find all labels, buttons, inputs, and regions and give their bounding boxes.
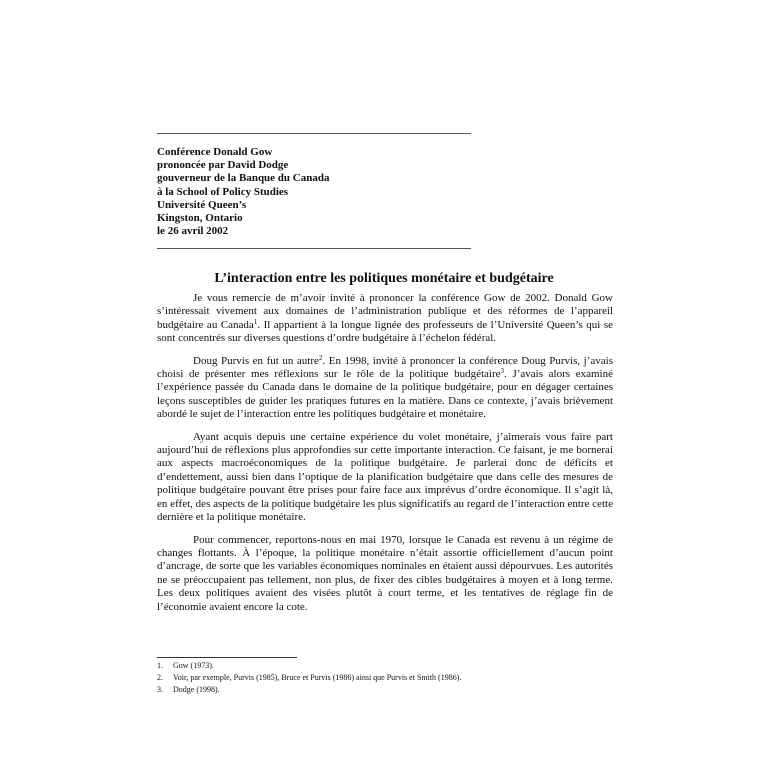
- paragraph-2-part-a: Doug Purvis en fut un autre: [193, 354, 319, 367]
- footnote-number: 2.: [157, 673, 163, 682]
- footnote-number: 1.: [157, 661, 163, 670]
- footnote-ref-3[interactable]: 3: [500, 367, 505, 376]
- footnote-ref-1[interactable]: 1: [253, 317, 258, 326]
- paragraph-2-part-b: . En 1998, invité à prononcer la conférence Doug Purvis, j’avais choisi de présenter mes réflexions sur le rôle de la politique budgétaire: [157, 354, 613, 381]
- footnote-3: [157, 684, 627, 696]
- header-line-date: le 26 avril 2002: [157, 225, 229, 238]
- header-line-location: Kingston, Ontario: [157, 212, 243, 225]
- speech-header: [157, 146, 497, 238]
- document-title: L’interaction entre les politiques monétaire et budgétaire: [214, 271, 554, 286]
- paragraph-2-part-c: . J’avais alors examiné l’expérience passée du Canada dans le domaine de la politique budgétaire, pour en dégager certaines leçons susceptibles de guider les pratiques futures en la matière. Dans ce contexte, j’avais brièvement abordé le sujet de l’interaction entre les politiques budgétaire et monétaire.: [157, 368, 613, 421]
- footnotes: [157, 660, 627, 696]
- footnote-2: [157, 672, 627, 684]
- footnote-text: Gow (1973).: [173, 661, 214, 670]
- header-line-university: Université Queen’s: [157, 198, 247, 211]
- header-line-venue: à la School of Policy Studies: [157, 185, 289, 198]
- paragraph-1-part-b: . Il appartient à la longue lignée des professeurs de l’Université Queen’s qui se sont concentrés sur diverses questions d’ordre budgétaire à l’échelon fédéral.: [157, 318, 613, 345]
- paragraph-3: Ayant acquis depuis une certaine expérience du volet monétaire, j’aimerais vous faire part aujourd’hui de réflexions plus approfondies sur cette importante interaction. Ce faisant, je me bornerai aux aspects macroéconomiques de la politique budgétaire. Je parlerai donc de déficits et d’endettement, aussi bien dans l’optique de la planification budgétaire que dans celle des mesures de politique budgétaire pouvant être prises pour faire face aux imprévus d’ordre économique. Il s’agit là, en effet, des aspects de la politique budgétaire les plus significatifs au regard de l’interaction entre cette dernière et la politique monétaire.: [157, 430, 613, 524]
- paragraph-4: Pour commencer, reportons-nous en mai 1970, lorsque le Canada est revenu à un régime de changes flottants. À l’époque, la politique monétaire n’était assortie officiellement d’aucun point d’ancrage, de sorte que les variables économiques nominales en étaient aussi dépourvues. Les autorités ne se préoccupaient pas tellement, non plus, de fixer des cibles budgétaires à moyen et à long terme. Les deux politiques avaient des visées plutôt à court terme, et les tentatives de réglage fin de l’économie avaient encore la cote.: [157, 533, 613, 613]
- header-line-event: Conférence Donald Gow: [157, 146, 273, 158]
- footnote-separator: [157, 657, 297, 658]
- paragraph-2: [157, 355, 613, 422]
- header-line-role: gouverneur de la Banque du Canada: [157, 172, 330, 185]
- header-top-rule: [157, 133, 471, 134]
- footnote-text: Voir, par exemple, Purvis (1985), Bruce et Purvis (1986) ainsi que Purvis et Smith (1986).: [173, 673, 462, 682]
- footnote-text: Dodge (1998).: [173, 685, 220, 694]
- paragraph-1: [157, 292, 613, 346]
- header-line-speaker: prononcée par David Dodge: [157, 159, 289, 172]
- body-text: [157, 292, 613, 623]
- paragraph-1-part-a: Je vous remercie de m’avoir invité à prononcer la conférence Gow de 2002. Donald Gow s’intéressait vivement aux domaines de l’administration publique et des réformes de l’appareil budgétaire au Canada: [157, 292, 613, 331]
- header-bottom-rule: [157, 248, 471, 249]
- footnote-ref-2[interactable]: 2: [318, 353, 323, 362]
- footnote-1: [157, 660, 627, 672]
- footnote-number: 3.: [157, 685, 163, 694]
